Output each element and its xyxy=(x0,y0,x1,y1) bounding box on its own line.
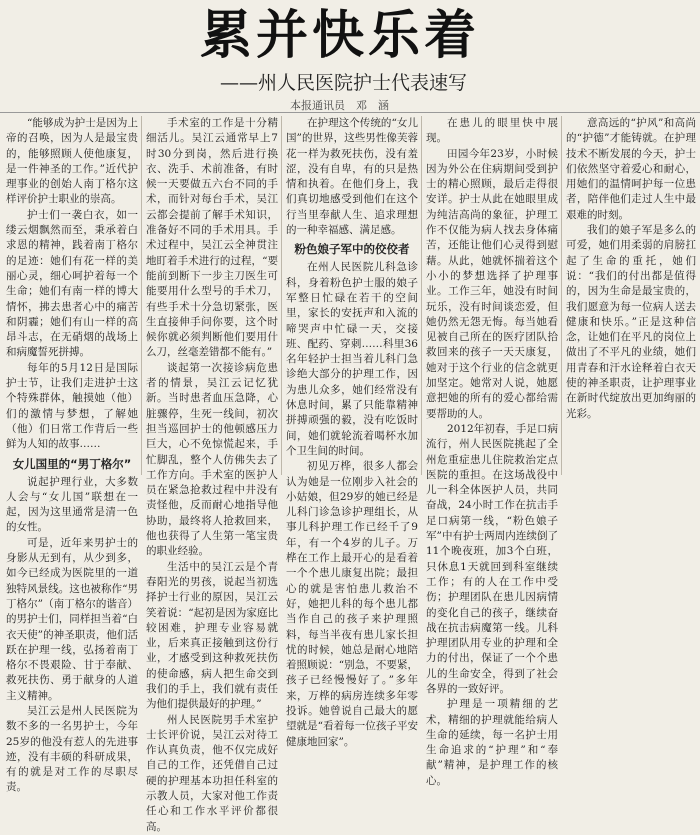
paragraph: 我们的娘子军是多么的可爱，她们用柔弱的肩膀扛起了生命的重托，她们说：“我们的付出都是值得的，因为生命是最宝贵的，我们愿意为每一位病人送去健康和快乐。”正是这种信念，让她们在平凡的岗位上做出了不平凡的业绩，她们用青春和汗水诠释着白衣天使的神圣职责，让护理事业在新时代绽放出更加绚丽的光彩。 xyxy=(566,224,696,420)
paragraph: 每年的5月12日是国际护士节，让我们走进护士这个特殊群体，触摸她（他）们的激情与梦想，了解她（他）们日常工作背后一些鲜为人知的故事…… xyxy=(6,361,138,451)
paragraph: 护士们一袭白衣，如一缕云烟飘然而至，秉承着白求恩的精神，践着南丁格尔的足迹：她们有花一样的美丽心灵，细心呵护着每一个生命；她们有南一样的博大情怀，拂去患者心中的痛苦和阴霾；她们有山一样的高昂斗志，在无硝烟的战场上和病魔誓死拼搏。 xyxy=(6,208,138,359)
column-5 xyxy=(566,116,696,475)
column-3 xyxy=(286,116,418,748)
headline: 累并快乐着 xyxy=(199,6,480,66)
paragraph: 在患儿的眼里快中展现。 xyxy=(426,117,558,145)
paragraph: 初见万桦，很多人都会认为她是一位刚步入社会的小姑娘，但29岁的她已经是儿科门诊急诊护理组长，从事儿科护理工作已经千了9年，有一个4岁的儿子。万桦在工作上最开心的是看着一个个患儿康复出院；最担心的就是害怕患儿救治不好，她把儿科的每个患儿都当作自己的孩子来护理照料，每当半夜有患儿家长担忧的时候，她总是耐心地陪着照顾说：“别急，不要紧，孩子已经慢慢好了。”多年来，万桦的病房连续多年零投诉。她曾说自己最大的愿望就是“看着每一位孩子平安健康地回家”。 xyxy=(286,460,418,748)
paragraph: 在州人民医院儿科急诊科，身着粉色护士服的娘子军整日忙碌在若干的空间里，家长的安抚声和入流的啼哭声中忙碌一天，交接班、配药、穿刺……科里36名年轻护士担当着儿科门急诊绝大部分的护理工作，因为患儿众多，她们经常没有休息时间，累了只能靠精神拼搏顽强的毅，没有吃饭时间，她们就轮流着喝杯水加个卫生间的时间。 xyxy=(286,261,418,457)
column-2 xyxy=(146,116,278,833)
section-heading: 粉色娘子军中的佼佼者 xyxy=(294,242,410,257)
paragraph: 在护理这个传统的“女儿国”的世界，这些男性像芙蓉花一样为救死扶伤，没有羞涩，没有自卑，有的只是热情和执着。在他们身上，我们真切地感受到他们在这个行当里奉献人生、追求理想的一种幸福感、满足感。 xyxy=(286,117,418,237)
top-divider xyxy=(0,112,700,113)
column-1 xyxy=(6,116,138,794)
column-rule xyxy=(561,116,562,475)
paragraph: 手术室的工作是十分精细活儿。吴江云通常早上7时30分到岗，然后进行换衣、洗手、术前准备，有时候一天要做五六台不同的手术，而针对每台手术，吴江云都会提前了解手术知识，准备好不同的手术用具。手术过程中，吴江云全神贯注地盯着手术进行的过程，“要能前到断下一步主刀医生可能要用什么型号的手术刀，有些手术十分急切紧张，医生直接伸手问你要，这个时候你就必须判断他们要用什么刀，丝毫差错都不能有。” xyxy=(146,117,278,359)
paragraph: 谈起第一次接诊病危患者的情景，吴江云记忆犹新。当时患者血压急降，心脏骤停，生死一线间，初次担当巡回护士的他顿感压力巨大，心不免惊慌起来，手忙脚乱，整个人仿佛失去了工作方向。手术室的医护人员在紧急抢救过程中井没有责怪他，反而耐心地指导他协助，最终将人抢救回来，他也获得了人生第一笔宝贵的职业经验。 xyxy=(146,361,278,558)
paragraph: 可是，近年来男护士的身影从无到有，从少到多，如今已经成为医院里的一道独特风景线。这也被称作“男丁格尔”（南丁格尔的谐音）的男护士们，同样担当着“白衣天使”的神圣职责，他们活跃在护理一线，弘扬着南丁格尔不畏艰险、甘于奉献、救死扶伤、勇于献身的人道主义精神。 xyxy=(6,536,138,702)
column-rule xyxy=(421,116,422,475)
paragraph: 州人民医院男手术室护士长评价说，吴江云对待工作认真负责，他不仅完成好自己的工作，还凭借自己过硬的护理基本功担任科室的示教人员，大家对他工作责任心和工作水平评价都很高。 xyxy=(146,713,278,833)
paragraph: 2012年初春，手足口病流行，州人民医院挑起了全州危重症患儿住院救治定点医院的重担。在这场战役中儿一科全体医护人员，共同奋战，24小时工作在抗击手足口病第一线，“粉色娘子军”中有护士两周内连续倒了11个晚夜班，加3个白班，只休息1天就回到科室继续工作；有的人在工作中受伤；护理团队在患儿因病情的变化自己的孩子，继续奋战在抗击病魔第一线。儿科护理团队用专业的护理和全力的付出，保证了一个个患儿的生命安全，得到了社会各界的一致好评。 xyxy=(426,422,558,695)
column-rule xyxy=(141,116,142,475)
paragraph: 说起护理行业，大多数人会与“女儿国”联想在一起，因为这里通常是清一色的女性。 xyxy=(6,475,138,534)
column-4 xyxy=(426,116,558,787)
paragraph: 田园今年23岁，小时候因为外公在住病期间受到护士的精心照顾，最后走得很安详。护士从此在她眼里成为纯洁高尚的象征，护理工作不仅能为病人找去身体痛苦，还能让他们心灵得到慰藉。从此，她就怀揣着这个小小的梦想选择了护理事业。工作三年，她没有时间玩乐，没有时间谈恋爱，但她仍然无怨无悔。每当她看见被自己所在的医疗团队拾救回来的孩子一天天康复，她对于这个行业的信念就更加坚定。她常对人说，她愿意把她的所有的爱心都给需要帮助的人。 xyxy=(426,147,558,420)
paragraph: “能够成为护士是因为上帝的召唤，因为人是最宝贵的，能够照顾人使他康复，是一件神圣的工作。”近代护理事业的创始人南丁格尔这样评价护士职业的崇高。 xyxy=(6,117,138,206)
paragraph: 吴江云是州人民医院为数不多的一名男护士，今年25岁的他没有惹人的先进事迹，没有丰硕的科研成果，有的就是对工作的尽职尽责。 xyxy=(6,704,138,794)
subtitle: ——州人民医院护士代表速写 xyxy=(220,72,468,94)
section-heading: 女儿国里的“男丁格尔” xyxy=(12,456,132,471)
paragraph: 意高远的“护风”和高尚的“护德”才能铸就。在护理技术不断发展的今天，护士们依然坚守着爱心和耐心，用她们的温情呵护每一位患者，陪伴他们走过人生中最艰难的时刻。 xyxy=(566,117,696,221)
byline: 本报通讯员 邓 涵 xyxy=(290,99,389,112)
paragraph: 护理是一项精细的艺术，精细的护理就能给病人生命的延续，每一名护士用生命追求的“护理”和“奉献”精神，是护理工作的核心。 xyxy=(426,698,558,787)
paragraph: 生活中的吴江云是个青春阳光的男孩，说起当初选择护士行业的原因，吴江云笑着说：“起初是因为家庭比较困难，护理专业容易就业，后来真正接触到这份行业，才感受到这种救死扶伤的使命感，病人把生命交到我们的手上，我们就有责任为他们提供最好的护理。” xyxy=(146,560,278,711)
column-rule xyxy=(281,116,282,475)
